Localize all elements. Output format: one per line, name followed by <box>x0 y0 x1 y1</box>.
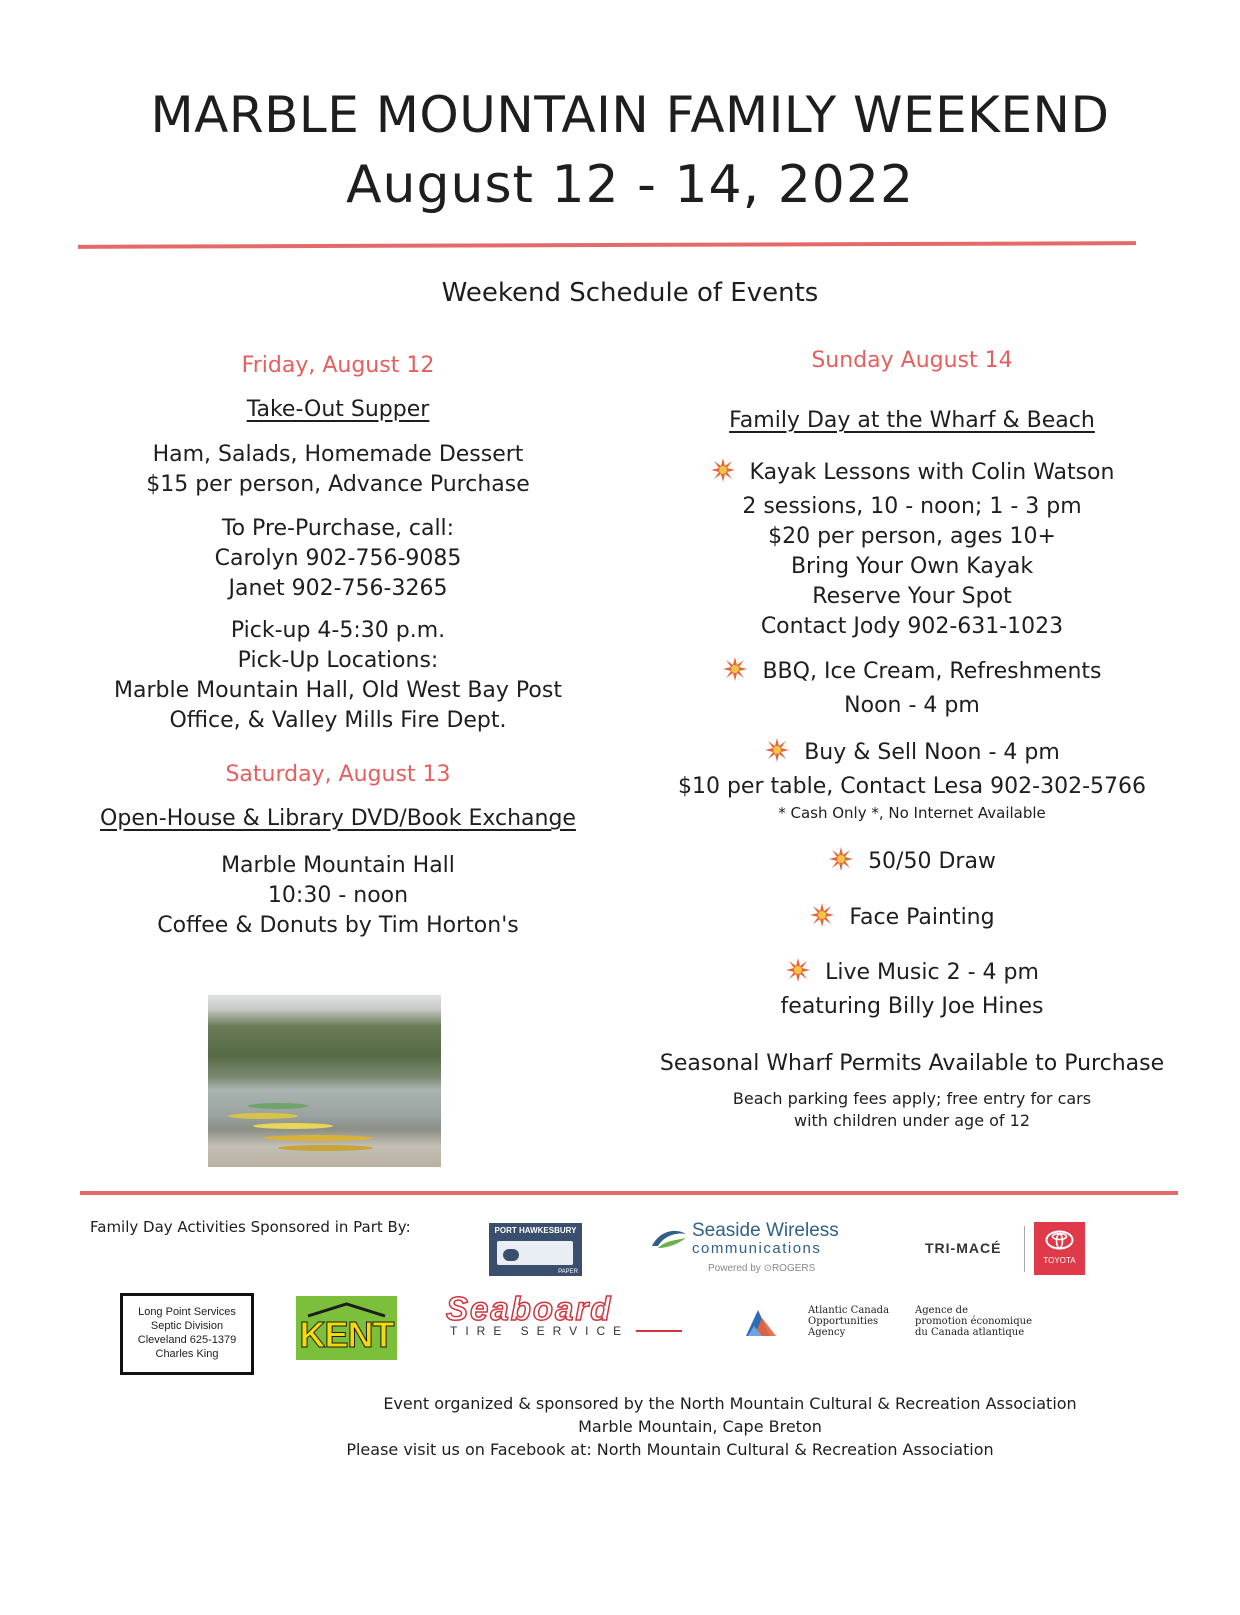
toyota-name: TOYOTA <box>1043 1256 1076 1265</box>
friday-pickup-heading: Pick-Up Locations: <box>237 648 439 673</box>
burst-icon <box>828 846 854 872</box>
seaside-swoosh-icon <box>650 1226 688 1252</box>
footer-location: Marble Mountain, Cape Breton <box>578 1417 822 1436</box>
friday-day-heading: Friday, August 12 <box>241 353 435 378</box>
kayak-contact: Contact Jody 902-631-1023 <box>760 614 1064 639</box>
port-hawkesbury-sub: PAPER <box>558 1269 578 1275</box>
longpoint-name: Long Point Services <box>138 1306 236 1318</box>
event-title: MARBLE MOUNTAIN FAMILY WEEKEND <box>150 86 1110 144</box>
sunday-day-heading: Sunday August 14 <box>811 348 1013 373</box>
kayak-price: $20 per person, ages 10+ <box>768 524 1056 549</box>
longpoint-owner: Charles King <box>155 1348 219 1360</box>
burst-icon <box>785 957 811 983</box>
longpoint-division: Septic Division <box>150 1320 224 1332</box>
face-block <box>652 902 1152 933</box>
buysell-title-row <box>642 737 1182 768</box>
bbq-title-row <box>662 656 1162 687</box>
saturday-details <box>88 851 588 941</box>
beach-kayaks-photo <box>208 995 441 1167</box>
seaboard-sub: TIRE SERVICE <box>450 1324 630 1338</box>
face-title: Face Painting <box>849 905 995 930</box>
buysell-block <box>642 737 1182 824</box>
sponsors-label: Family Day Activities Sponsored in Part By: <box>90 1218 411 1236</box>
kayak-sessions: 2 sessions, 10 - noon; 1 - 3 pm <box>742 494 1082 519</box>
saturday-day-heading: Saturday, August 13 <box>225 762 451 787</box>
seaside-wireless-logo <box>650 1220 850 1278</box>
acoa-fr-line-2: promotion économique <box>915 1316 1033 1327</box>
footer-facebook: Please visit us on Facebook at: North Mountain Cultural & Recreation Association <box>346 1440 994 1459</box>
friday-contact-carolyn: Carolyn 902-756-9085 <box>214 546 462 571</box>
saturday-event-title: Open-House & Library DVD/Book Exchange <box>100 806 576 831</box>
acoa-french <box>915 1305 1032 1338</box>
friday-pickup <box>68 616 608 736</box>
friday-pickup-locations-1: Marble Mountain Hall, Old West Bay Post <box>114 678 562 703</box>
event-dates: August 12 - 14, 2022 <box>345 155 915 215</box>
footer-organizer: Event organized & sponsored by the North Mountain Cultural & Recreation Association <box>383 1394 1077 1413</box>
seaboard-name: Seaboard <box>446 1290 613 1327</box>
port-hawkesbury-logo <box>489 1223 582 1276</box>
buysell-note: * Cash Only *, No Internet Available <box>778 804 1046 822</box>
draw-row <box>662 846 1162 877</box>
music-block <box>662 957 1162 1022</box>
logo-separator <box>1024 1226 1025 1272</box>
draw-title: 50/50 Draw <box>868 849 996 874</box>
friday-pickup-locations-2: Office, & Valley Mills Fire Dept. <box>169 708 507 733</box>
kayak-title-row <box>662 457 1162 488</box>
long-point-services-box <box>120 1293 254 1375</box>
bbq-title: BBQ, Ice Cream, Refreshments <box>762 659 1102 684</box>
draw-block <box>662 846 1162 877</box>
buysell-title: Buy & Sell Noon - 4 pm <box>804 740 1060 765</box>
port-hawkesbury-name: PORT HAWKESBURY <box>494 1226 577 1235</box>
schedule-heading: Weekend Schedule of Events <box>441 278 819 308</box>
friday-contacts <box>88 514 588 604</box>
burst-icon <box>764 737 790 763</box>
friday-contact-janet: Janet 902-756-3265 <box>228 576 448 601</box>
kayak-byo: Bring Your Own Kayak <box>790 554 1034 579</box>
seaside-sub: communications <box>692 1240 822 1257</box>
music-performer: featuring Billy Joe Hines <box>780 994 1044 1019</box>
kent-name: KENT <box>299 1314 394 1355</box>
permits-heading: Seasonal Wharf Permits Available to Purchase <box>659 1051 1165 1076</box>
kent-logo <box>296 1296 397 1360</box>
friday-menu-line: Ham, Salads, Homemade Dessert <box>152 442 524 467</box>
acoa-fr-line-3: du Canada atlantique <box>915 1327 1025 1338</box>
acoa-mark-icon <box>744 1308 778 1338</box>
friday-price-line: $15 per person, Advance Purchase <box>146 472 530 497</box>
music-title-row <box>662 957 1162 988</box>
bbq-time: Noon - 4 pm <box>844 693 980 718</box>
toyota-emblem-icon <box>1045 1230 1074 1250</box>
acoa-english <box>808 1305 889 1338</box>
toyota-logo <box>1034 1222 1085 1275</box>
seaside-powered: Powered by ⊙ROGERS <box>708 1263 816 1274</box>
friday-contact-heading: To Pre-Purchase, call: <box>221 516 455 541</box>
parking-line-2: with children under age of 12 <box>793 1111 1030 1130</box>
seaside-name: Seaside Wireless <box>692 1220 839 1241</box>
acoa-en-line-2: Opportunities <box>808 1316 879 1327</box>
seaboard-logo <box>446 1290 686 1340</box>
burst-icon <box>809 902 835 928</box>
friday-menu <box>88 440 588 500</box>
acoa-en-line-1: Atlantic Canada <box>808 1305 890 1316</box>
friday-event-title: Take-Out Supper <box>246 397 430 422</box>
parking-info <box>662 1088 1162 1132</box>
saturday-refreshments: Coffee & Donuts by Tim Horton's <box>157 913 519 938</box>
parking-line-1: Beach parking fees apply; free entry for cars <box>732 1089 1092 1108</box>
acoa-fr-line-1: Agence de <box>915 1305 968 1316</box>
buysell-table-line: $10 per table, Contact Lesa 902-302-5766 <box>677 774 1146 799</box>
face-row <box>652 902 1152 933</box>
kayak-reserve: Reserve Your Spot <box>812 584 1012 609</box>
trimac-logo: TRI-MACÉ <box>925 1240 1002 1256</box>
acoa-en-line-3: Agency <box>808 1327 846 1338</box>
saturday-time: 10:30 - noon <box>267 883 409 908</box>
saturday-location: Marble Mountain Hall <box>221 853 455 878</box>
burst-icon <box>722 656 748 682</box>
longpoint-phone: Cleveland 625-1379 <box>137 1334 237 1346</box>
bottom-divider <box>80 1191 1178 1195</box>
kayak-block <box>662 457 1162 642</box>
kayak-title: Kayak Lessons with Colin Watson <box>749 460 1115 485</box>
sunday-event-title: Family Day at the Wharf & Beach <box>729 408 1095 433</box>
footer <box>230 1392 1230 1461</box>
bbq-block <box>662 656 1162 721</box>
top-divider <box>78 241 1136 249</box>
friday-pickup-time: Pick-up 4-5:30 p.m. <box>230 618 446 643</box>
burst-icon <box>710 457 736 483</box>
music-title: Live Music 2 - 4 pm <box>825 960 1039 985</box>
